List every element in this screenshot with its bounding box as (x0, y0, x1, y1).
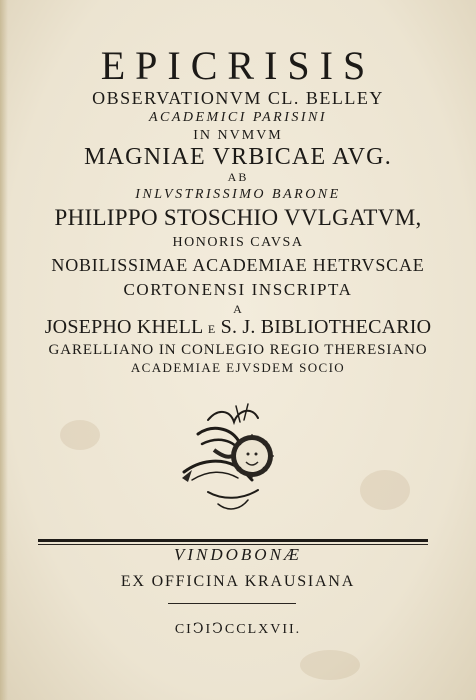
author-connector: E (207, 322, 216, 336)
subtitle-line: CORTONENSI INSCRIPTA (123, 280, 353, 299)
author-name: JOSEPHO KHELL (44, 316, 203, 338)
subtitle-line: IN NVMVM (193, 128, 283, 143)
imprint-printer: EX OFFICINA KRAUSIANA (120, 573, 356, 590)
subtitle-line: AB (227, 170, 249, 184)
subtitle-line: PHILIPPO STOSCHIO VVLGATVM, (54, 205, 422, 230)
divider-rule (168, 603, 296, 604)
subtitle-line: OBSERVATIONVM CL. BELLEY (92, 88, 384, 108)
paper-stain (360, 470, 410, 510)
author-title: S. J. BIBLIOTHECARIO (220, 316, 432, 338)
subtitle-line: HONORIS CAVSA (172, 235, 304, 250)
printers-ornament-icon (178, 400, 288, 514)
imprint-year: CIↃIↃCCLXVII. (174, 622, 302, 637)
subtitle-line: ACADEMICI PARISINI (148, 110, 328, 125)
paper-stain (300, 650, 360, 680)
paper-stain (60, 420, 100, 450)
author-affiliation: GARELLIANO IN CONLEGIO REGIO THERESIANO (48, 342, 428, 358)
divider-rule (38, 539, 428, 542)
author-affiliation: ACADEMIAE EJVSDEM SOCIO (130, 360, 346, 375)
author-line (0, 316, 476, 339)
subtitle-line: INLVSTRISSIMO BARONE (135, 187, 341, 202)
subtitle-line: NOBILISSIMAE ACADEMIAE HETRVSCAE (51, 255, 425, 275)
subtitle-line: MAGNIAE VRBICAE AVG. (84, 144, 392, 170)
imprint-place: VINDOBONÆ (173, 545, 303, 564)
main-title: EPICRISIS (100, 43, 376, 88)
subtitle-line: A (233, 302, 243, 316)
